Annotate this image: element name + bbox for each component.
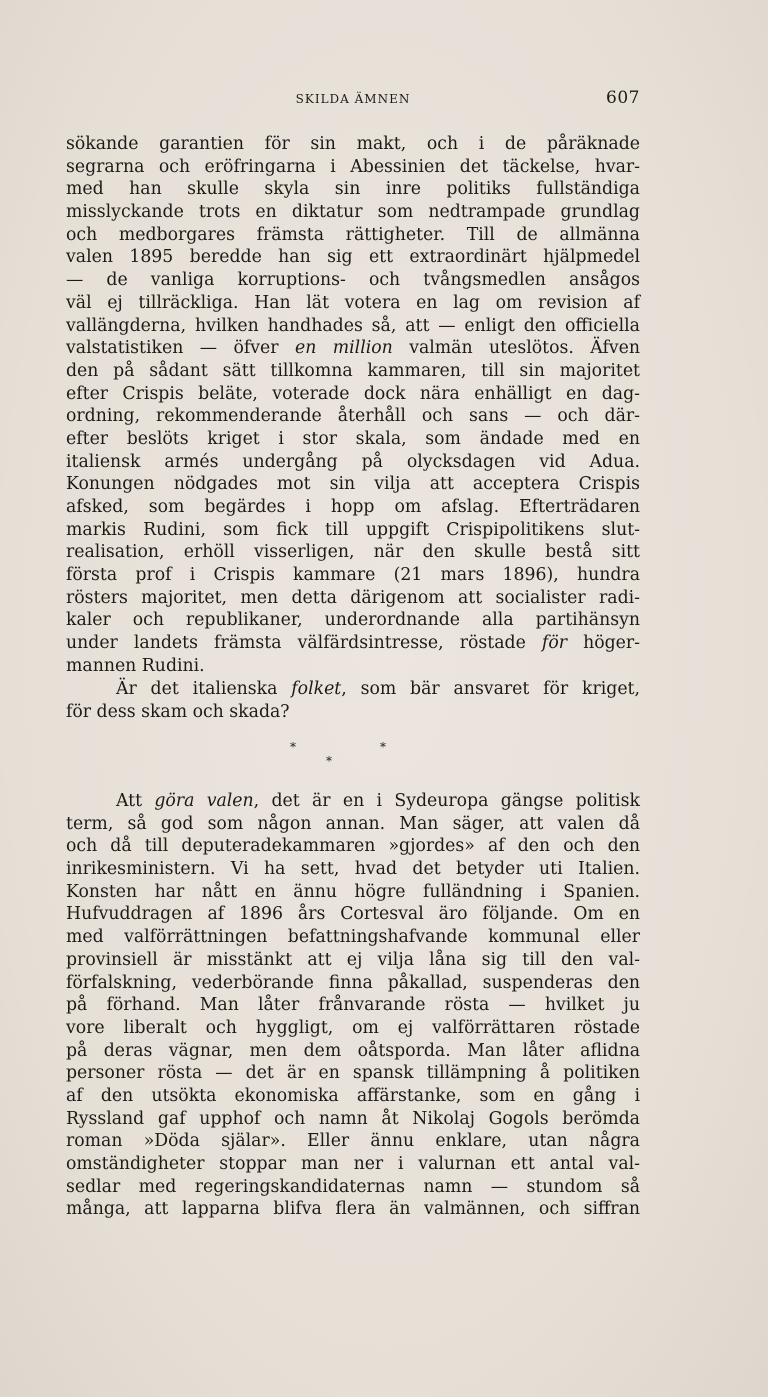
- text-line: italiensk armés undergång på olycksdagen vid Adua.: [66, 451, 640, 472]
- section-break-asterism: [66, 740, 640, 770]
- text-line: på förhand. Man låter frånvarande rösta — hvilket ju: [66, 995, 640, 1016]
- text-run: valmän uteslötos. Äfven: [392, 338, 640, 359]
- text-line: väl ej tillräckliga. Han lät votera en lag om revision af: [66, 292, 640, 313]
- text-line: — de vanliga korruptions- och tvångsmedlen ansågos: [66, 270, 640, 291]
- text-line: segrarna och eröfringarna i Abessinien det täckelse, hvar-: [66, 156, 640, 177]
- text-run: under landets främsta välfärdsintresse, röstade: [66, 633, 542, 654]
- asterisk: *: [290, 740, 296, 754]
- text-line: på deras vägnar, men dem oåtsporda. Man låter aflidna: [66, 1040, 640, 1061]
- text-line: ordning, rekommenderande återhåll och sans — och där-: [66, 406, 640, 427]
- text-line: för dess skam och skada?: [66, 701, 290, 722]
- text-line: [66, 790, 640, 813]
- text-run: Är det italienska: [116, 679, 292, 699]
- text-line: den på sådant sätt tillkomna kammaren, till sin majoritet: [66, 360, 640, 381]
- text-line: [66, 678, 640, 701]
- italic-text: en million: [294, 338, 393, 359]
- text-line: med han skulle skyla sin inre politiks fullständiga: [66, 179, 640, 200]
- text-line: Konungen nödgades mot sin vilja att acceptera Crispis: [66, 474, 640, 495]
- text-line: Hufvuddragen af 1896 års Cortesval äro följande. Om en: [66, 904, 640, 925]
- text-line: roman »Döda själar». Eller ännu enklare, utan några: [66, 1131, 640, 1152]
- asterisk: *: [326, 754, 332, 768]
- text-line: afsked, som begärdes i hopp om afslag. Efterträdaren: [66, 497, 640, 517]
- text-line: många, att lapparna blifva flera än valmännen, och siffran: [66, 1199, 640, 1220]
- text-line: sökande garantien för sin makt, och i de påräknade: [66, 134, 640, 154]
- italic-text: göra valen: [154, 791, 254, 811]
- text-line: rösters majoritet, men detta därigenom att socialister radi-: [66, 587, 640, 608]
- text-line: Konsten har nått en ännu högre fulländning i Spanien.: [66, 881, 640, 902]
- page-header: [66, 88, 640, 116]
- text-line: [66, 337, 640, 360]
- text-line: och då till deputeradekammaren »gjordes» af den och den: [66, 836, 640, 857]
- text-line: valen 1895 beredde han sig ett extraordinärt hjälpmedel: [66, 247, 640, 268]
- text-line: kaler och republikaner, underordnande alla partihänsyn: [66, 610, 640, 631]
- paragraph-2: [66, 678, 640, 723]
- running-head: SKILDA ÄMNEN: [295, 92, 411, 106]
- text-line: omständigheter stoppar man ner i valurnan ett antal val-: [66, 1154, 640, 1174]
- text-line: term, så god som någon annan. Man säger, att valen då: [66, 813, 640, 834]
- text-run: , det är en i Sydeuropa gängse politisk: [253, 791, 640, 811]
- text-line: efter Crispis beläte, voterade dock nära enhälligt en dag-: [66, 383, 640, 404]
- text-line: och medborgares främsta rättigheter. Till de allmänna: [66, 224, 640, 245]
- text-line: sedlar med regeringskandidaternas namn — stundom så: [66, 1176, 640, 1197]
- text-line: markis Rudini, som fick till uppgift Crispipolitikens slut-: [66, 519, 640, 540]
- asterisk: *: [380, 740, 386, 754]
- paragraph-1: [66, 133, 640, 678]
- text-line: förfalskning, vederbörande finna påkallad, suspenderas den: [66, 972, 640, 993]
- italic-text: folket: [291, 679, 342, 699]
- text-line: misslyckande trots en diktatur som nedtrampade grundlag: [66, 202, 640, 223]
- text-line: vore liberalt och hyggligt, om ej valförrättaren röstade: [66, 1017, 640, 1038]
- text-line: första prof i Crispis kammare (21 mars 1896), hundra: [66, 565, 640, 586]
- text-run: höger-: [566, 633, 641, 654]
- text-line: mannen Rudini.: [66, 655, 205, 676]
- paragraph-3: [66, 790, 640, 1221]
- text-line: realisation, erhöll visserligen, när den skulle bestå sitt: [66, 542, 640, 563]
- text-line: af den utsökta ekonomiska affärstanke, som en gång i: [66, 1085, 640, 1106]
- text-line: efter beslöts kriget i stor skala, som ändade med en: [66, 428, 640, 449]
- text-line: [66, 632, 640, 655]
- text-line: med valförrättningen befattningshafvande kommunal eller: [66, 927, 640, 948]
- text-line: vallängderna, hvilken handhades så, att — enligt den officiella: [66, 315, 640, 336]
- text-run: Att: [116, 791, 155, 811]
- text-run: valstatistiken — öfver: [66, 338, 295, 359]
- text-run: , som bär ansvaret för kriget,: [341, 679, 640, 699]
- text-line: personer rösta — det är en spansk tillämpning å politiken: [66, 1063, 640, 1084]
- text-line: Ryssland gaf upphof och namn åt Nikolaj Gogols berömda: [66, 1108, 640, 1129]
- text-line: inrikesministern. Vi ha sett, hvad det betyder uti Italien.: [66, 859, 640, 880]
- page-number: 607: [606, 88, 640, 108]
- italic-text: för: [541, 633, 567, 654]
- text-line: provinsiell är misstänkt att ej vilja låna sig till den val-: [66, 949, 640, 970]
